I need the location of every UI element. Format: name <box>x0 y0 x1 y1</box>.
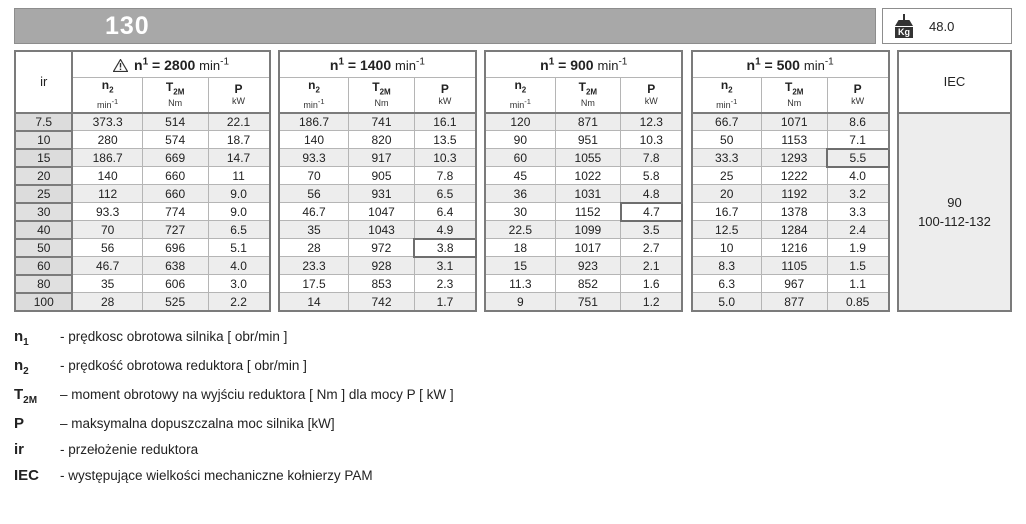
group-separator <box>889 167 898 185</box>
cell-p: 4.0 <box>827 167 889 185</box>
cell-n2: 46.7 <box>279 203 349 221</box>
cell-p: 1.5 <box>827 257 889 275</box>
table-row <box>15 185 1011 203</box>
group-separator <box>270 131 279 149</box>
cell-n2: 186.7 <box>72 149 142 167</box>
cell-ir: 50 <box>15 239 72 257</box>
table-row <box>15 203 1011 221</box>
legend-row <box>14 441 1012 458</box>
cell-t2m: 1017 <box>555 239 621 257</box>
cell-t2m: 1222 <box>761 167 827 185</box>
cell-t2m: 928 <box>349 257 415 275</box>
cell-n2: 56 <box>279 185 349 203</box>
cell-p: 13.5 <box>414 131 476 149</box>
cell-t2m: 727 <box>142 221 208 239</box>
cell-n2: 186.7 <box>279 113 349 131</box>
cell-t2m: 1099 <box>555 221 621 239</box>
cell-n2: 93.3 <box>279 149 349 167</box>
cell-t2m: 638 <box>142 257 208 275</box>
group-separator <box>476 239 485 257</box>
group-separator <box>889 185 898 203</box>
cell-p: 6.4 <box>414 203 476 221</box>
group-separator <box>889 51 898 77</box>
cell-p: 3.1 <box>414 257 476 275</box>
cell-t2m: 774 <box>142 203 208 221</box>
cell-n2: 70 <box>279 167 349 185</box>
group-separator <box>889 275 898 293</box>
group-separator <box>476 51 485 77</box>
cell-p: 16.1 <box>414 113 476 131</box>
cell-n2: 8.3 <box>692 257 762 275</box>
col-header-ir: ir <box>15 51 72 113</box>
table-row <box>15 113 1011 131</box>
table-row <box>15 275 1011 293</box>
group-separator <box>682 149 691 167</box>
cell-n2: 18 <box>485 239 555 257</box>
page-title: 130 <box>105 11 150 40</box>
cell-n2: 35 <box>279 221 349 239</box>
cell-n2: 90 <box>485 131 555 149</box>
cell-t2m: 931 <box>349 185 415 203</box>
group-separator <box>476 203 485 221</box>
col-header-n2: $n_2$ $\min^{-1}$ <box>485 77 555 113</box>
cell-t2m: 905 <box>349 167 415 185</box>
group-separator <box>270 113 279 131</box>
cell-n2: 28 <box>279 239 349 257</box>
cell-p: 5.8 <box>621 167 683 185</box>
cell-t2m: 525 <box>142 293 208 311</box>
cell-n2: 11.3 <box>485 275 555 293</box>
table-row <box>15 239 1011 257</box>
table-row <box>15 131 1011 149</box>
cell-t2m: 972 <box>349 239 415 257</box>
table-row <box>15 221 1011 239</box>
group-separator <box>682 77 691 113</box>
cell-t2m: 1378 <box>761 203 827 221</box>
group-separator <box>476 77 485 113</box>
legend-symbol: $T_{2M}$ <box>14 385 38 406</box>
group-separator <box>270 149 279 167</box>
cell-ir: 60 <box>15 257 72 275</box>
cell-p: 22.1 <box>208 113 270 131</box>
cell-p: 1.6 <box>621 275 683 293</box>
cell-n2: 5.0 <box>692 293 762 311</box>
cell-n2: 45 <box>485 167 555 185</box>
cell-n2: 15 <box>485 257 555 275</box>
group-separator <box>682 51 691 77</box>
col-header-n2: $n_2$ $\min^{-1}$ <box>279 77 349 113</box>
cell-t2m: 967 <box>761 275 827 293</box>
cell-ir: 30 <box>15 203 72 221</box>
cell-p: 18.7 <box>208 131 270 149</box>
cell-n2: 56 <box>72 239 142 257</box>
table-row <box>15 149 1011 167</box>
cell-t2m: 923 <box>555 257 621 275</box>
crane-hook-kg-icon <box>893 14 915 38</box>
cell-p: 3.2 <box>827 185 889 203</box>
cell-n2: 46.7 <box>72 257 142 275</box>
group-separator <box>270 167 279 185</box>
col-header-t2m: $T_{2M}$ Nm <box>761 77 827 113</box>
cell-t2m: 1055 <box>555 149 621 167</box>
cell-p: 6.5 <box>208 221 270 239</box>
col-header-n2: $n_2$ $\min^{-1}$ <box>692 77 762 113</box>
cell-t2m: 1105 <box>761 257 827 275</box>
group-separator <box>476 167 485 185</box>
group-separator <box>682 167 691 185</box>
legend-symbol: $n_2$ <box>14 356 29 377</box>
cell-ir: 80 <box>15 275 72 293</box>
group-separator <box>889 239 898 257</box>
cell-p: 4.8 <box>621 185 683 203</box>
legend-row <box>14 328 1012 348</box>
legend-description: - prędkość obrotowa reduktora [ obr/min ] <box>60 357 307 373</box>
cell-t2m: 660 <box>142 185 208 203</box>
group-separator <box>889 293 898 311</box>
model-title-bar <box>14 8 876 44</box>
group-separator <box>270 203 279 221</box>
cell-n2: 33.3 <box>692 149 762 167</box>
group-header-2800: $n^1 = 2800$ $\min^{-1}$ <box>72 51 269 77</box>
group-header-1400: $n^1 = 1400$ $\min^{-1}$ <box>279 51 476 77</box>
cell-t2m: 871 <box>555 113 621 131</box>
group-separator <box>270 77 279 113</box>
cell-p: 7.1 <box>827 131 889 149</box>
cell-t2m: 1071 <box>761 113 827 131</box>
weight-box <box>882 8 1012 44</box>
cell-t2m: 1293 <box>761 149 827 167</box>
group-separator <box>270 239 279 257</box>
cell-t2m: 606 <box>142 275 208 293</box>
legend-row <box>14 386 1012 406</box>
legend-row <box>14 357 1012 377</box>
kg-unit-label: Kg <box>895 27 913 38</box>
cell-p: 4.9 <box>414 221 476 239</box>
cell-n2: 60 <box>485 149 555 167</box>
cell-n2: 280 <box>72 131 142 149</box>
group-separator <box>476 293 485 311</box>
cell-p: 3.3 <box>827 203 889 221</box>
weight-value: 48.0 <box>929 18 955 34</box>
group-separator <box>682 113 691 131</box>
group-separator <box>270 275 279 293</box>
legend-row <box>14 415 1012 432</box>
cell-n2: 120 <box>485 113 555 131</box>
cell-n2: 25 <box>692 167 762 185</box>
col-header-p: P kW <box>414 77 476 113</box>
cell-p: 5.5 <box>827 149 889 167</box>
cell-n2: 17.5 <box>279 275 349 293</box>
cell-n2: 30 <box>485 203 555 221</box>
group-separator <box>270 185 279 203</box>
cell-p: 3.5 <box>621 221 683 239</box>
group-separator <box>270 293 279 311</box>
cell-p: 4.7 <box>621 203 683 221</box>
col-header-t2m: $T_{2M}$ Nm <box>142 77 208 113</box>
cell-p: 2.2 <box>208 293 270 311</box>
table-row <box>15 257 1011 275</box>
cell-p: 1.9 <box>827 239 889 257</box>
cell-t2m: 742 <box>349 293 415 311</box>
cell-p: 10.3 <box>414 149 476 167</box>
cell-p: 10.3 <box>621 131 683 149</box>
cell-t2m: 696 <box>142 239 208 257</box>
table-row <box>15 293 1011 311</box>
group-separator <box>682 131 691 149</box>
cell-n2: 140 <box>279 131 349 149</box>
iec-line-2: 100-112-132 <box>918 213 991 229</box>
col-header-p: P kW <box>208 77 270 113</box>
cell-p: 4.0 <box>208 257 270 275</box>
group-separator <box>270 221 279 239</box>
cell-t2m: 1043 <box>349 221 415 239</box>
cell-n2: 36 <box>485 185 555 203</box>
cell-n2: 373.3 <box>72 113 142 131</box>
col-header-n2: $n_2$ $\min^{-1}$ <box>72 77 142 113</box>
cell-t2m: 1192 <box>761 185 827 203</box>
cell-p: 7.8 <box>621 149 683 167</box>
cell-p: 2.3 <box>414 275 476 293</box>
cell-p: 8.6 <box>827 113 889 131</box>
cell-ir: 25 <box>15 185 72 203</box>
cell-n2: 50 <box>692 131 762 149</box>
cell-p: 1.2 <box>621 293 683 311</box>
cell-p: 5.1 <box>208 239 270 257</box>
cell-n2: 12.5 <box>692 221 762 239</box>
cell-p: 1.1 <box>827 275 889 293</box>
group-separator <box>889 221 898 239</box>
group-separator <box>682 257 691 275</box>
legend-description: – maksymalna dopuszczalna moc silnika [kW] <box>60 415 335 431</box>
group-separator <box>682 221 691 239</box>
group-separator <box>682 185 691 203</box>
legend-symbol: ir <box>14 440 25 458</box>
cell-t2m: 741 <box>349 113 415 131</box>
cell-p: 9.0 <box>208 203 270 221</box>
group-separator <box>476 185 485 203</box>
legend-symbol: P <box>14 414 25 432</box>
col-header-t2m: $T_{2M}$ Nm <box>555 77 621 113</box>
group-separator <box>682 239 691 257</box>
cell-n2: 23.3 <box>279 257 349 275</box>
cell-t2m: 853 <box>349 275 415 293</box>
cell-n2: 70 <box>72 221 142 239</box>
group-separator <box>270 257 279 275</box>
cell-ir: 20 <box>15 167 72 185</box>
cell-p: 2.4 <box>827 221 889 239</box>
cell-n2: 14 <box>279 293 349 311</box>
group-separator <box>476 257 485 275</box>
cell-iec <box>898 113 1011 311</box>
legend <box>14 328 1012 484</box>
cell-t2m: 660 <box>142 167 208 185</box>
cell-t2m: 951 <box>555 131 621 149</box>
cell-t2m: 751 <box>555 293 621 311</box>
cell-p: 3.8 <box>414 239 476 257</box>
cell-p: 12.3 <box>621 113 683 131</box>
group-separator <box>270 51 279 77</box>
cell-n2: 140 <box>72 167 142 185</box>
legend-symbol: $n_1$ <box>14 327 29 348</box>
legend-description: – moment obrotowy na wyjściu reduktora [ Nm ] dla mocy P [ kW ] <box>60 386 454 402</box>
cell-n2: 22.5 <box>485 221 555 239</box>
cell-t2m: 1022 <box>555 167 621 185</box>
group-separator <box>476 275 485 293</box>
cell-t2m: 877 <box>761 293 827 311</box>
ratio-performance-table <box>14 50 1012 312</box>
table-header-columns <box>15 77 1011 113</box>
cell-n2: 10 <box>692 239 762 257</box>
group-separator <box>889 203 898 221</box>
cell-p: 0.85 <box>827 293 889 311</box>
group-separator <box>682 203 691 221</box>
col-header-t2m: $T_{2M}$ Nm <box>349 77 415 113</box>
group-header-900: $n^1 = 900$ $\min^{-1}$ <box>485 51 682 77</box>
cell-n2: 93.3 <box>72 203 142 221</box>
col-header-iec: IEC <box>898 51 1011 113</box>
cell-ir: 100 <box>15 293 72 311</box>
cell-t2m: 1216 <box>761 239 827 257</box>
group-separator <box>476 149 485 167</box>
col-header-p: P kW <box>827 77 889 113</box>
cell-t2m: 574 <box>142 131 208 149</box>
table-row <box>15 167 1011 185</box>
group-separator <box>476 113 485 131</box>
group-separator <box>889 77 898 113</box>
cell-n2: 16.7 <box>692 203 762 221</box>
cell-t2m: 917 <box>349 149 415 167</box>
cell-p: 7.8 <box>414 167 476 185</box>
cell-t2m: 852 <box>555 275 621 293</box>
iec-line-1: 90 <box>947 194 962 210</box>
cell-n2: 28 <box>72 293 142 311</box>
cell-ir: 15 <box>15 149 72 167</box>
cell-t2m: 514 <box>142 113 208 131</box>
cell-t2m: 1152 <box>555 203 621 221</box>
col-header-p: P kW <box>621 77 683 113</box>
cell-p: 3.0 <box>208 275 270 293</box>
group-separator <box>476 131 485 149</box>
cell-p: 6.5 <box>414 185 476 203</box>
cell-t2m: 1153 <box>761 131 827 149</box>
cell-t2m: 820 <box>349 131 415 149</box>
cell-p: 1.7 <box>414 293 476 311</box>
cell-n2: 35 <box>72 275 142 293</box>
cell-n2: 20 <box>692 185 762 203</box>
cell-ir: 40 <box>15 221 72 239</box>
cell-p: 14.7 <box>208 149 270 167</box>
cell-n2: 112 <box>72 185 142 203</box>
cell-p: 11 <box>208 167 270 185</box>
cell-ir: 10 <box>15 131 72 149</box>
table-header-speeds <box>15 51 1011 77</box>
legend-description: - przełożenie reduktora <box>60 441 199 457</box>
cell-t2m: 1284 <box>761 221 827 239</box>
table-body <box>15 113 1011 311</box>
cell-ir: 7.5 <box>15 113 72 131</box>
group-separator <box>476 221 485 239</box>
cell-p: 2.1 <box>621 257 683 275</box>
group-header-500: $n^1 = 500$ $\min^{-1}$ <box>692 51 889 77</box>
legend-row <box>14 467 1012 484</box>
cell-p: 9.0 <box>208 185 270 203</box>
group-separator <box>682 275 691 293</box>
legend-description: - występujące wielkości mechaniczne kołnierzy PAM <box>60 467 373 483</box>
cell-n2: 66.7 <box>692 113 762 131</box>
group-separator <box>889 257 898 275</box>
legend-symbol: IEC <box>14 466 40 484</box>
cell-n2: 9 <box>485 293 555 311</box>
group-separator <box>682 293 691 311</box>
header <box>14 8 1012 44</box>
group-separator <box>889 113 898 131</box>
cell-n2: 6.3 <box>692 275 762 293</box>
legend-description: - prędkosc obrotowa silnika [ obr/min ] <box>60 328 288 344</box>
group-separator <box>889 131 898 149</box>
group-separator <box>889 149 898 167</box>
cell-p: 2.7 <box>621 239 683 257</box>
warning-triangle-icon <box>113 59 128 75</box>
cell-t2m: 1047 <box>349 203 415 221</box>
cell-t2m: 1031 <box>555 185 621 203</box>
cell-t2m: 669 <box>142 149 208 167</box>
